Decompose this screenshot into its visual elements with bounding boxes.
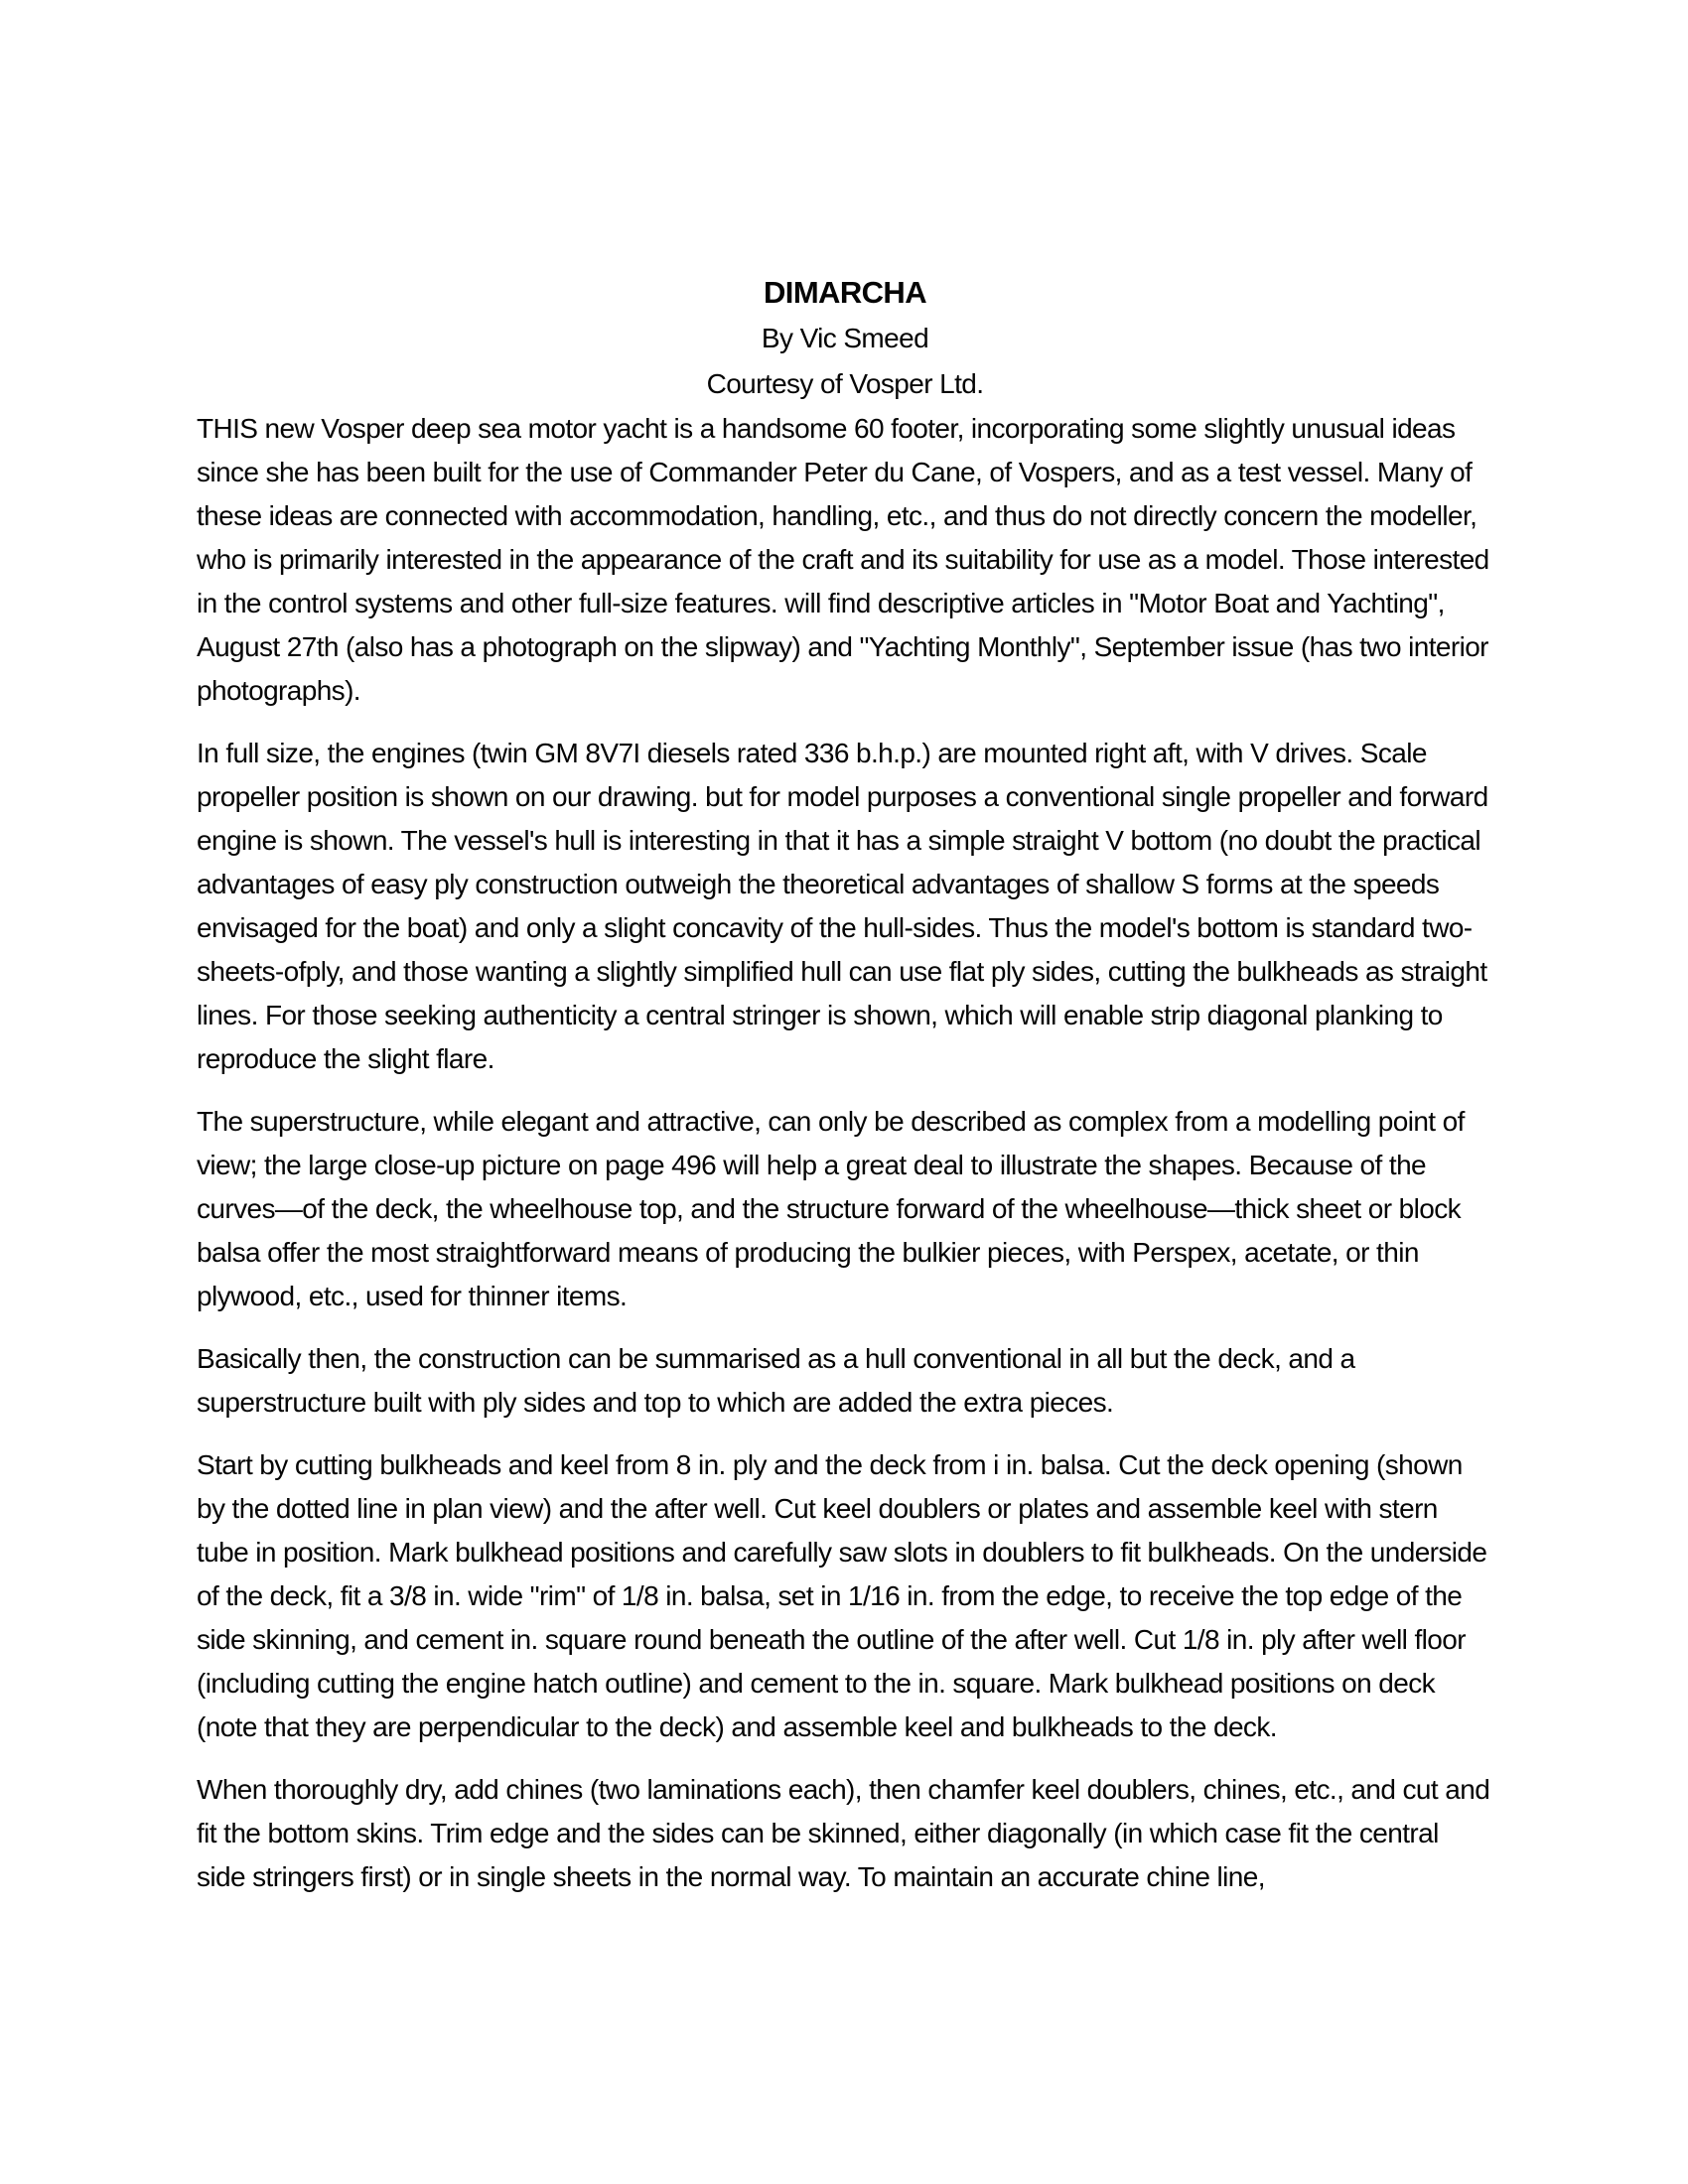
paragraph: Basically then, the construction can be summarised as a hull conventional in all but the deck, and a superstructure built with ply sides and top to which are added the extra pieces. bbox=[197, 1343, 1355, 1418]
paragraph: Start by cutting bulkheads and keel from 8 in. ply and the deck from i in. balsa. Cut the deck opening (shown by the dotted line in plan view) and the after well. Cut keel doublers or plates and assemble keel with stern tube in position. Mark bulkhead positions and carefully saw slots in doublers to fit bulkheads. On the underside of the deck, fit a 3/8 in. wide "rim" of 1/8 in. balsa, set in 1/16 in. from the edge, to receive the top edge of the side skinning, and cement in. square round beneath the outline of the after well. Cut 1/8 in. ply after well floor (including cutting the engine hatch outline) and cement to the in. square. Mark bulkhead positions on deck (note that they are perpendicular to the deck) and assemble keel and bulkheads to the deck. bbox=[197, 1449, 1487, 1742]
paragraph: In full size, the engines (twin GM 8V7I diesels rated 336 b.h.p.) are mounted right aft, with V drives. Scale propeller position is shown on our drawing. but for model purposes a conventional single propeller and forward engine is shown. The vessel's hull is interesting in that it has a simple straight V bottom (no doubt the practical advantages of easy ply construction outweigh the theoretical advantages of shallow S forms at the speeds envisaged for the boat) and only a slight concavity of the hull-sides. Thus the model's bottom is standard two-sheets-ofply, and those wanting a slightly simplified hull can use flat ply sides, cutting the bulkheads as straight lines. For those seeking authenticity a central stringer is shown, which will enable strip diagonal planking to reproduce the slight flare. bbox=[197, 738, 1488, 1074]
paragraph: THIS new Vosper deep sea motor yacht is a handsome 60 footer, incorporating some slightly unusual ideas since she has been built for the use of Commander Peter du Cane, of Vospers, and as a test vessel. Many of these ideas are connected with accommodation, handling, etc., and thus do not directly concern the modeller, who is primarily interested in the appearance of the craft and its suitability for use as a model. Those interested in the control systems and other full-size features. will find descriptive articles in "Motor Boat and Yachting", August 27th (also has a photograph on the slipway) and "Yachting Monthly", September issue (has two interior photographs). bbox=[197, 413, 1489, 706]
paragraph: The superstructure, while elegant and attractive, can only be described as complex from a modelling point of view; the large close-up picture on page 496 will help a great deal to illustrate the shapes. Because of the curves—of the deck, the wheelhouse top, and the structure forward of the wheelhouse—thick sheet or block balsa offer the most straightforward means of producing the bulkier pieces, with Perspex, acetate, or thin plywood, etc., used for thinner items. bbox=[197, 1106, 1465, 1311]
doc-title: DIMARCHA bbox=[764, 275, 926, 310]
paragraph: When thoroughly dry, add chines (two laminations each), then chamfer keel doublers, chines, etc., and cut and fit the bottom skins. Trim edge and the sides can be skinned, either diagonally (in which case fit the central side stringers first) or in single sheets in the normal way. To maintain an accurate chine line, bbox=[197, 1774, 1490, 1892]
doc-byline: By Vic Smeed bbox=[761, 323, 929, 353]
doc-credit: Courtesy of Vosper Ltd. bbox=[706, 368, 984, 399]
